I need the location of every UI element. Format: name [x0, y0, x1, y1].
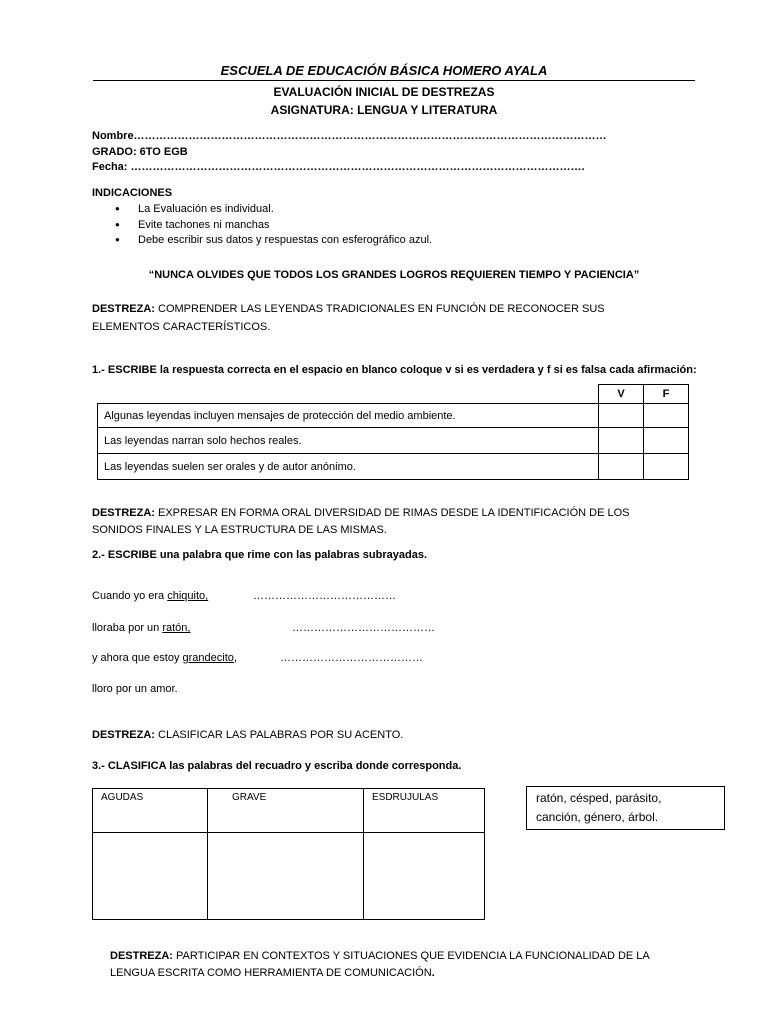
rhyme-text: ,: [233, 652, 237, 664]
answer-v-cell[interactable]: [599, 404, 644, 428]
date-field: Fecha: …………………………………………………………………………………………………………….: [92, 161, 585, 173]
statement-cell: Algunas leyendas incluyen mensajes de protección del medio ambiente.: [98, 404, 599, 428]
rhyme-line-2: [92, 621, 190, 635]
answer-f-cell[interactable]: [644, 428, 689, 454]
column-f: F: [644, 385, 689, 404]
rhyme-line-3: [92, 651, 237, 665]
agudas-answer-cell[interactable]: [93, 833, 208, 920]
subject-title: ASIGNATURA: LENGUA Y LITERATURA: [270, 103, 498, 117]
instruction-item: ● Debe escribir sus datos y respuestas con esferográfico azul.: [115, 233, 432, 249]
column-grave: GRAVE: [208, 789, 364, 833]
motivational-quote: “NUNCA OLVIDES QUE TODOS LOS GRANDES LOGROS REQUIEREN TIEMPO Y PACIENCIA”: [148, 269, 640, 281]
skill-label: DESTREZA:: [92, 729, 155, 741]
answer-blank-2[interactable]: …………………………………: [292, 622, 435, 634]
answer-v-cell[interactable]: [599, 454, 644, 480]
underlined-word: ratón,: [162, 622, 191, 634]
word-bank-box: [526, 786, 725, 830]
skill-label: DESTREZA:: [110, 950, 173, 962]
skill-label: DESTREZA:: [92, 507, 155, 519]
grave-answer-cell[interactable]: [208, 833, 364, 920]
underlined-word: chiquito,: [167, 590, 209, 602]
skill-label: DESTREZA:: [92, 303, 155, 315]
skill-text: EXPRESAR EN FORMA ORAL DIVERSIDAD DE RIMAS DESDE LA IDENTIFICACIÓN DE LOS SONIDOS FINALES Y LA ESTRUCTURA DE LAS MISMAS.: [92, 507, 630, 536]
column-agudas: AGUDAS: [93, 789, 208, 833]
rhyme-line-4: lloro por un amor.: [92, 683, 178, 695]
question-2: 2.- ESCRIBE una palabra que rime con las palabras subrayadas.: [92, 549, 428, 561]
column-esdrujulas: ESDRUJULAS: [364, 789, 485, 833]
skill-statement-2: [92, 505, 672, 539]
document-title: EVALUACIÓN INICIAL DE DESTREZAS: [273, 85, 495, 99]
statement-cell: Las leyendas suelen ser orales y de autor anónimo.: [98, 454, 599, 480]
table-row: [98, 404, 689, 428]
name-field: Nombre…………………………………………………………………………………………………………………: [92, 130, 607, 142]
skill-text: COMPRENDER LAS LEYENDAS TRADICIONALES EN FUNCIÓN DE RECONOCER SUS ELEMENTOS CARACTERÍSTICOS.: [92, 303, 605, 333]
blank-header-cell: [98, 385, 599, 404]
rhyme-line-1: [92, 589, 208, 603]
statement-cell: Las leyendas narran solo hechos reales.: [98, 428, 599, 454]
instruction-item: ● La Evaluación es individual.: [115, 202, 432, 218]
skill-text: CLASIFICAR LAS PALABRAS POR SU ACENTO.: [154, 729, 404, 741]
instructions-list: [115, 202, 432, 249]
table-row: [98, 454, 689, 480]
word-bank-line: ratón, césped, parásito,: [536, 791, 662, 805]
column-v: V: [599, 385, 644, 404]
answer-blank-3[interactable]: …………………………………: [280, 652, 423, 664]
skill-statement-3: [92, 728, 403, 742]
grade-label: GRADO: 6TO EGB: [92, 146, 188, 158]
esdrujulas-answer-cell[interactable]: [364, 833, 485, 920]
header-divider: [93, 80, 695, 81]
table-row: [98, 428, 689, 454]
answer-f-cell[interactable]: [644, 454, 689, 480]
skill-statement-4: [110, 948, 690, 982]
school-name: ESCUELA DE EDUCACIÓN BÁSICA HOMERO AYALA: [220, 63, 548, 78]
instruction-item: ● Evite tachones ni manchas: [115, 218, 432, 234]
question-3: 3.- CLASIFICA las palabras del recuadro y escriba donde corresponda.: [92, 760, 462, 772]
skill-text-end: .: [431, 967, 435, 979]
rhyme-text: lloraba por un: [92, 622, 163, 634]
accent-classification-table: [92, 788, 485, 920]
answer-v-cell[interactable]: [599, 428, 644, 454]
question-1: 1.- ESCRIBE la respuesta correcta en el espacio en blanco coloque v si es verdadera y f si es falsa cada afirmación:: [92, 364, 697, 376]
word-bank-line: canción, género, árbol.: [536, 810, 659, 824]
underlined-word: grandecito: [182, 652, 234, 664]
skill-text: PARTICIPAR EN CONTEXTOS Y SITUACIONES QUE EVIDENCIA LA FUNCIONALIDAD DE LA LENGUA ESCRITA COMO HERRAMIENTA DE COMUNICACIÓN: [110, 950, 650, 979]
rhyme-text: y ahora que estoy: [92, 652, 183, 664]
rhyme-text: Cuando yo era: [92, 590, 168, 602]
answer-f-cell[interactable]: [644, 404, 689, 428]
true-false-table: [97, 384, 689, 480]
answer-blank-1[interactable]: …………………………………: [253, 590, 396, 602]
skill-statement-1: [92, 300, 672, 336]
instructions-heading: INDICACIONES: [92, 187, 173, 199]
